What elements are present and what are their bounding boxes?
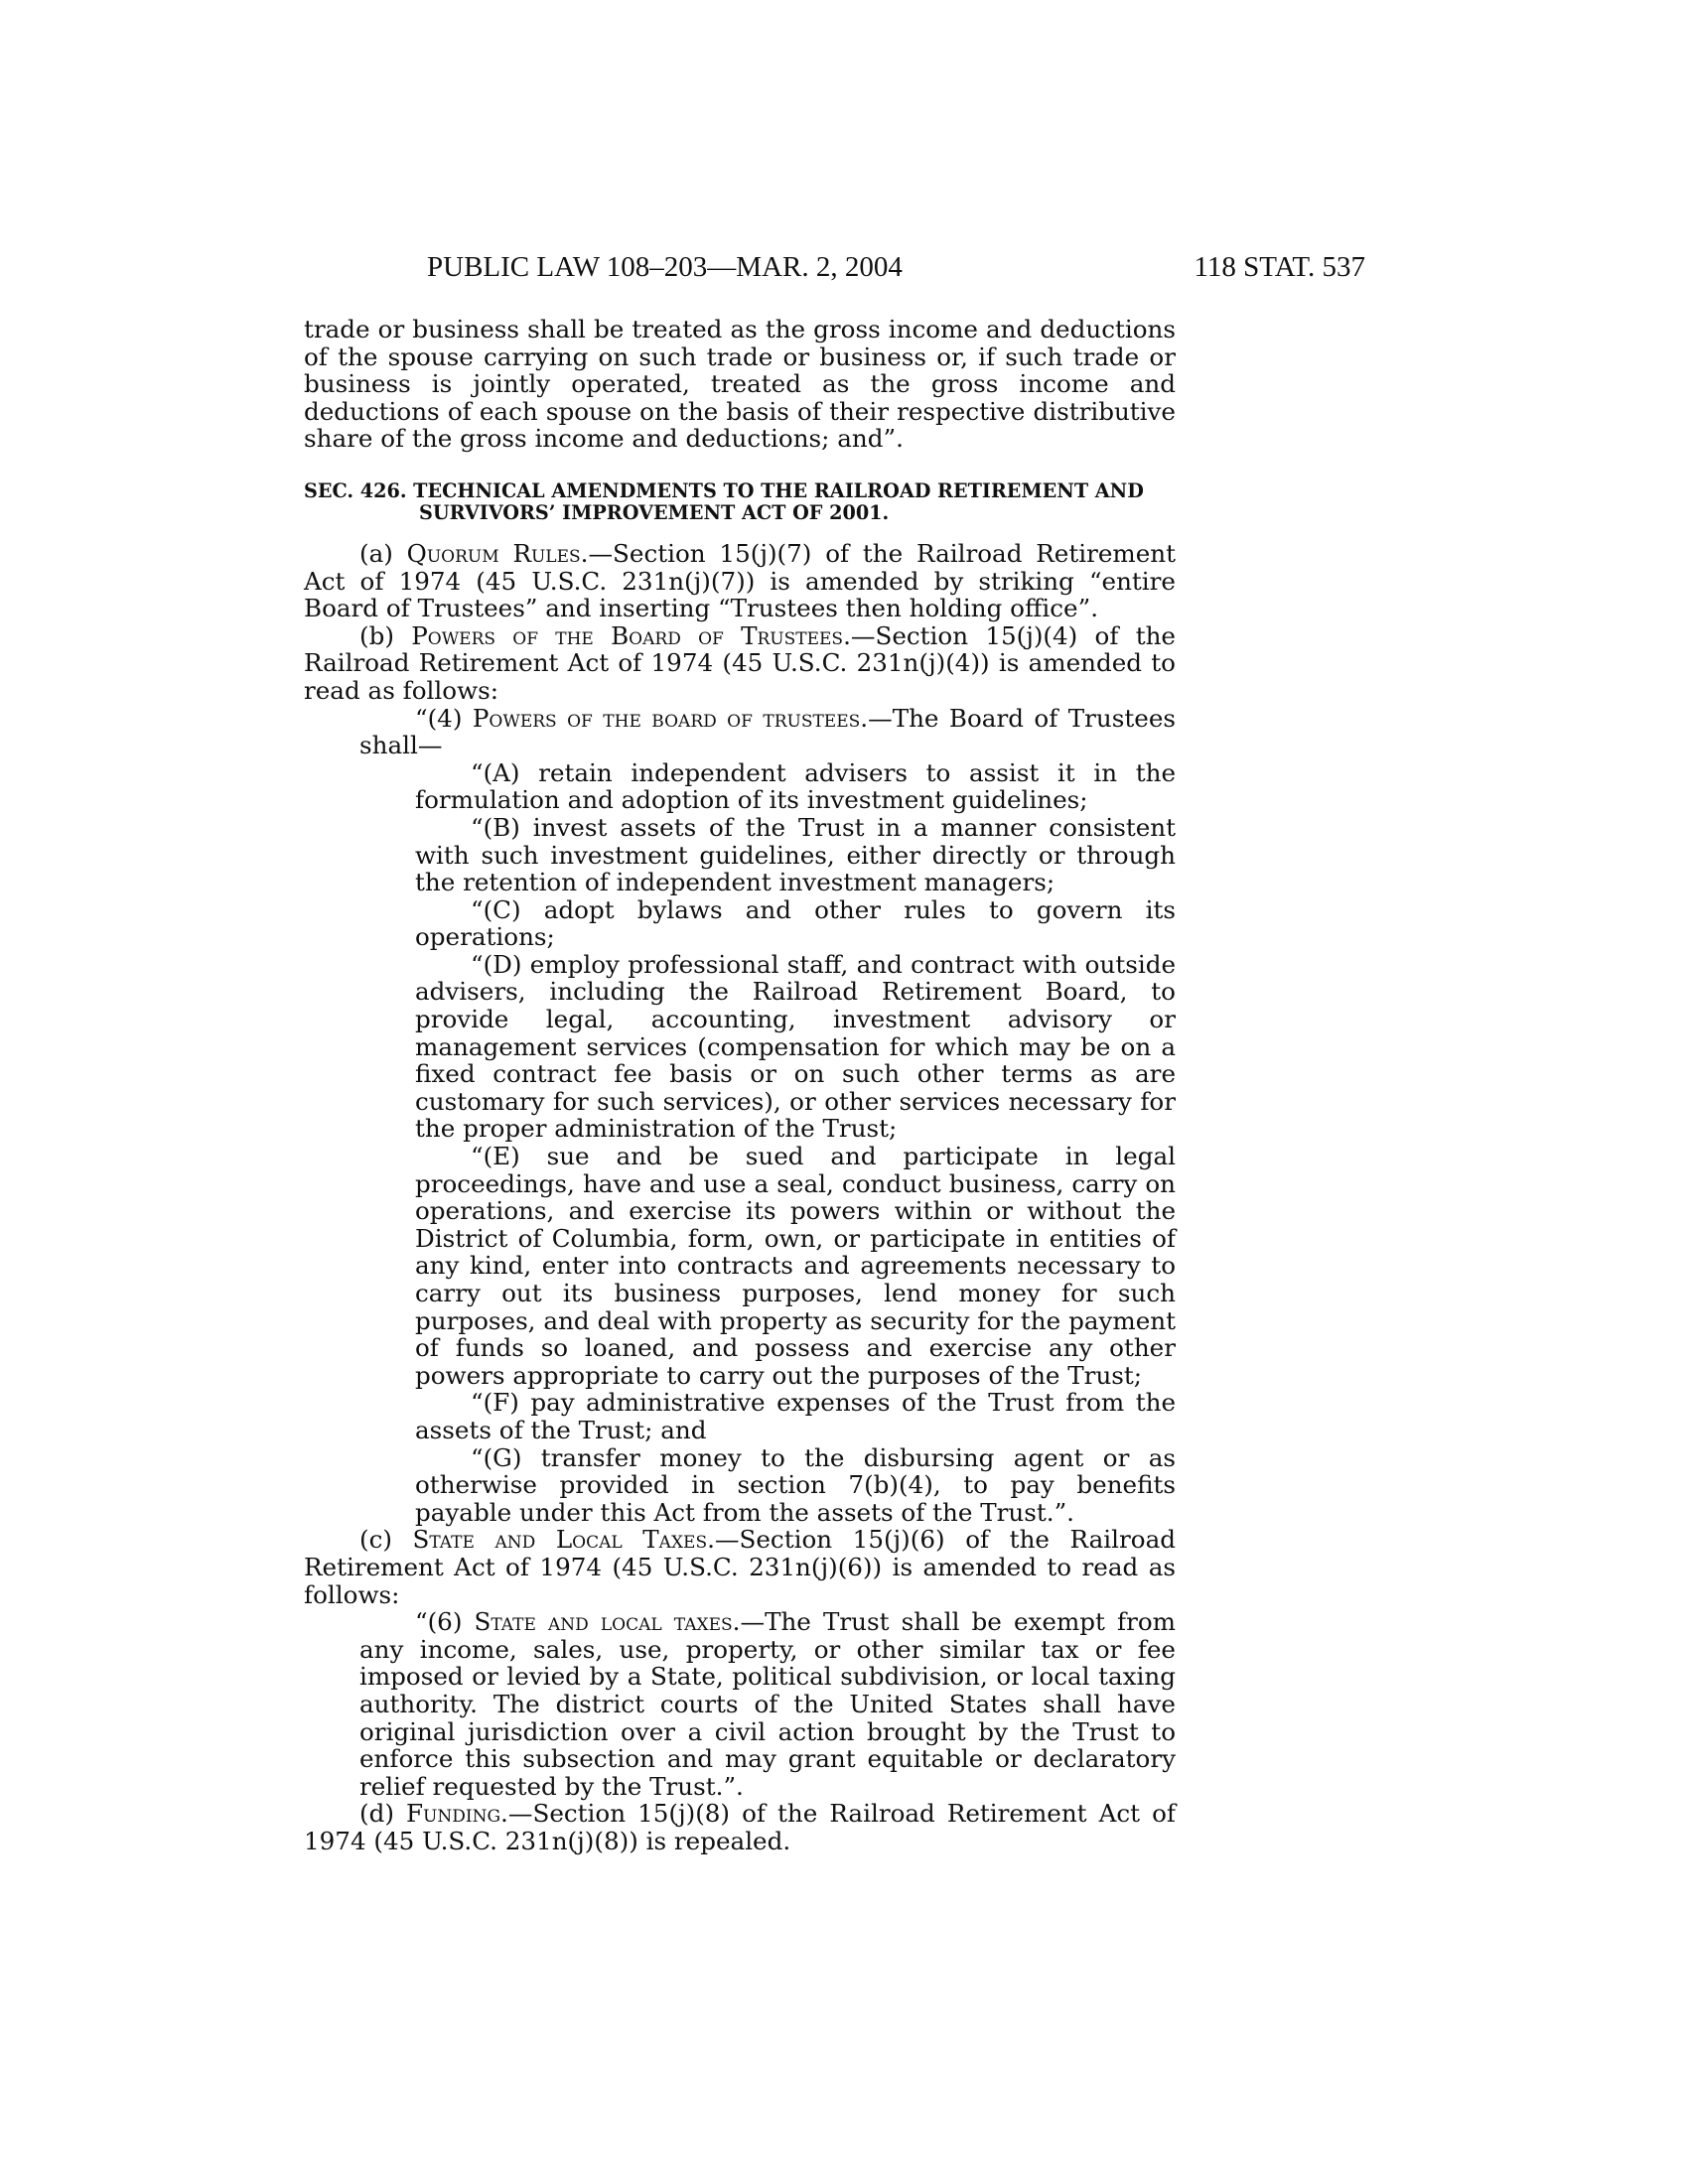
subsection-d-caption: Funding.: [405, 1799, 508, 1829]
item-f: “(F) pay administrative expenses of the Trust from the assets of the Trust; and: [415, 1388, 1176, 1444]
document-body: [304, 316, 1176, 1854]
quoted-paragraph-4-label: “(4): [415, 703, 473, 733]
subsection-c-caption: State and Local Taxes.: [412, 1525, 715, 1555]
quoted-paragraph-4-text: —The Board of Trustees shall—: [359, 703, 1176, 760]
item-b: “(B) invest assets of the Trust in a manner consistent with such investment guidelines, either directly or through the retention of independent investment managers;: [415, 812, 1176, 897]
continuation-paragraph: trade or business shall be treated as the gross income and deductions of the spouse carrying on such trade or business or, if such trade or business is jointly operated, treated as the gross income and deductions of each spouse on the basis of their respective distributive share of the gross income and deductions; and”.: [304, 315, 1176, 454]
item-g: “(G) transfer money to the disbursing agent or as otherwise provided in section 7(b)(4), to pay benefits payable under this Act from the assets of the Trust.”.: [415, 1442, 1176, 1527]
quoted-paragraph-6-caption: State and local taxes.: [474, 1607, 741, 1637]
subsection-a: [304, 540, 1176, 622]
item-e: “(E) sue and be sued and participate in legal proceedings, have and use a seal, conduct business, carry on operations, and exercise its powers within or without the District of Columbia, form, own, or participate in entities of any kind, enter into contracts and agreements necessary to carry out its business purposes, lend money for such purposes, and deal with property as security for the payment of funds so loaned, and possess and exercise any other powers appropriate to carry out the purposes of the Trust;: [415, 1142, 1176, 1390]
quoted-paragraph-6: [359, 1608, 1176, 1800]
subsection-d: [304, 1800, 1176, 1854]
subsection-a-label: (a): [359, 538, 407, 568]
subsection-c-label: (c): [359, 1525, 413, 1555]
subsection-b-label: (b): [359, 620, 412, 650]
subsection-a-text: —Section 15(j)(7) of the Railroad Retirement Act of 1974 (45 U.S.C. 231n(j)(7)) is amended by striking “entire Board of Trustees” and inserting “Trustees then holding office”.: [304, 538, 1176, 623]
subsection-b: [304, 622, 1176, 705]
quoted-paragraph-6-text: —The Trust shall be exempt from any income, sales, use, property, or other similar tax or fee imposed or levied by a State, political subdivision, or local taxing authority. The district courts of the United States shall have original jurisdiction over a civil action brought by the Trust to enforce this subsection and may grant equitable or declaratory relief requested by the Trust.”.: [359, 1607, 1176, 1801]
section-heading: SEC. 426. TECHNICAL AMENDMENTS TO THE RAILROAD RETIREMENT AND SURVIVORS’ IMPROVEMENT ACT OF 2001.: [304, 478, 1144, 524]
item-d: “(D) employ professional staff, and contract with outside advisers, including the Railroad Retirement Board, to provide legal, accounting, investment advisory or management services (compensation for which may be on a fixed contract fee basis or on such other terms as are customary for such services), or other services necessary for the proper administration of the Trust;: [415, 949, 1176, 1144]
statute-page-number: 118 STAT. 537: [1194, 251, 1365, 283]
quoted-paragraph-4: [359, 705, 1176, 759]
subsection-d-text: —Section 15(j)(8) of the Railroad Retirement Act of 1974 (45 U.S.C. 231n(j)(8)) is repealed.: [304, 1799, 1176, 1855]
subsection-b-caption: Powers of the Board of Trustees.: [411, 620, 851, 650]
subsection-c: [304, 1526, 1176, 1608]
quoted-paragraph-6-label: “(6): [415, 1607, 475, 1637]
subsection-a-caption: Quorum Rules.: [406, 538, 589, 568]
quoted-paragraph-4-caption: Powers of the board of trustees.: [472, 703, 869, 733]
subsection-b-text: —Section 15(j)(4) of the Railroad Retirement Act of 1974 (45 U.S.C. 231n(j)(4)) is amended to read as follows:: [304, 620, 1176, 705]
law-citation-header: PUBLIC LAW 108–203—MAR. 2, 2004: [427, 251, 903, 283]
item-a: “(A) retain independent advisers to assist it in the formulation and adoption of its investment guidelines;: [415, 757, 1176, 815]
subsection-c-text: —Section 15(j)(6) of the Railroad Retirement Act of 1974 (45 U.S.C. 231n(j)(6)) is amended to read as follows:: [304, 1525, 1176, 1609]
item-c: “(C) adopt bylaws and other rules to govern its operations;: [415, 894, 1176, 952]
subsection-d-label: (d): [359, 1799, 406, 1829]
